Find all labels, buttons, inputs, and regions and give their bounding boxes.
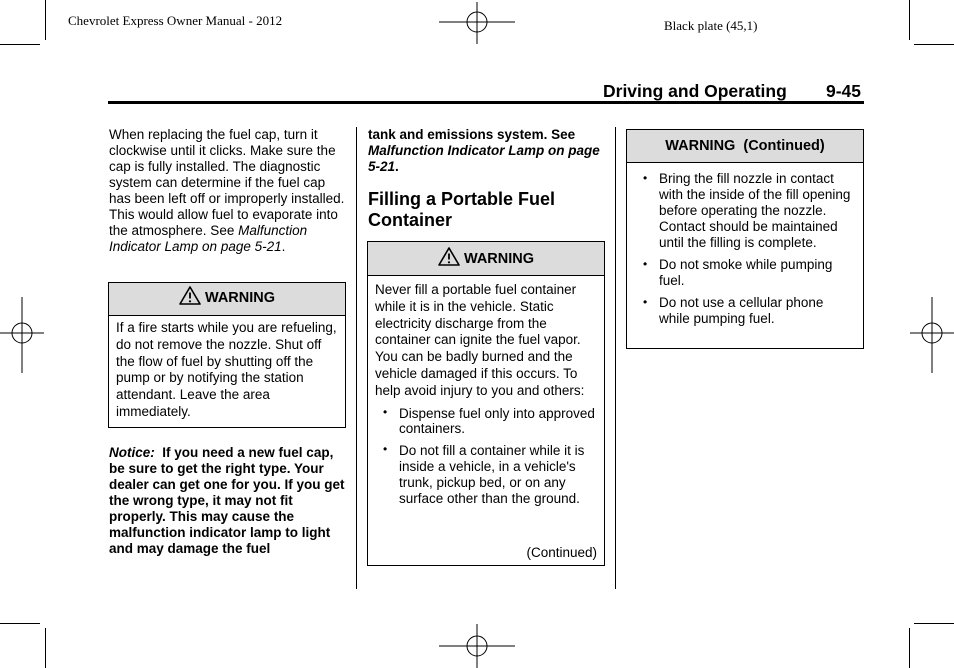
paragraph-end: . (281, 239, 286, 254)
manual-title: Chevrolet Express Owner Manual - 2012 (68, 13, 283, 28)
column-divider (356, 127, 357, 589)
notice-text: If you need a new fuel cap, be sure to get the right type. Your dealer can get one for you. If you get the wrong type, it may not fit properly. This may cause the malfunction indicator lamp to light and may damage the fuel (109, 445, 345, 556)
list-item (635, 257, 857, 289)
cross-reference-link[interactable]: Malfunction Indicator Lamp on page 5-21 (109, 223, 308, 254)
list-item (635, 295, 857, 327)
bullet-icon: • (643, 295, 648, 309)
bullet-text: Do not fill a container while it is inside a vehicle, in a vehicle's trunk, pickup bed, or on any surface other than the ground. (399, 443, 585, 506)
continued-paragraph (368, 127, 604, 175)
fire-warning-box (108, 282, 346, 428)
crop-mark (45, 0, 46, 40)
warning-bullet-list (635, 171, 857, 327)
bullet-text: Dispense fuel only into approved containers. (399, 405, 595, 437)
header-rule (108, 101, 864, 104)
continued-label: (Continued) (526, 545, 597, 560)
warning-text: Never fill a portable fuel container while it is in the vehicle. Static electricity discharge from the container can ignite the fuel vapor. You can be badly burned and the vehicle damaged if this occurs. To help avoid injury to you and others: (375, 282, 585, 398)
crop-mark (0, 623, 40, 624)
paragraph-text: tank and emissions system. See (368, 127, 576, 142)
warning-header (627, 130, 863, 163)
warning-continued-box (626, 129, 864, 349)
warning-label: WARNING (Continued) (665, 138, 825, 154)
warning-label: WARNING (463, 251, 535, 267)
crop-mark (0, 44, 40, 45)
paragraph-end: . (395, 159, 399, 174)
column-divider (615, 127, 616, 589)
bullet-text: Do not use a cellular phone while pumping fuel. (659, 295, 824, 326)
crop-mark (45, 628, 46, 668)
crop-mark (909, 628, 910, 668)
crop-mark (914, 44, 954, 45)
portable-container-warning-box (367, 241, 605, 566)
notice-label: Notice: (109, 445, 155, 460)
crop-mark (909, 0, 910, 40)
bullet-text: Bring the fill nozzle in contact with the inside of the fill opening before operating the nozzle. Contact should be maintained until the filling is complete. (659, 171, 851, 250)
paragraph-text: When replacing the fuel cap, turn it clockwise until it clicks. Make sure the cap is fully installed. The diagnostic system can determine if the fuel cap has been left off or improperly installed. This would allow fuel to evaporate into the atmosphere. See (109, 127, 345, 238)
warning-body (368, 276, 604, 506)
crop-mark (914, 623, 954, 624)
warning-body (627, 163, 863, 327)
warning-header (368, 242, 604, 276)
warning-bullet-list (375, 406, 598, 507)
list-item (375, 443, 598, 506)
bullet-text: Do not smoke while pumping fuel. (659, 257, 833, 288)
fuel-cap-paragraph (109, 127, 345, 255)
bullet-icon: • (383, 404, 388, 419)
section-title: Driving and Operating (603, 81, 787, 101)
list-item (375, 406, 598, 438)
page-number: 9-45 (826, 81, 862, 101)
list-item (635, 171, 857, 251)
bullet-icon: • (643, 257, 648, 271)
plate-label: Black plate (45,1) (664, 18, 758, 33)
warning-text: If a fire starts while you are refueling, do not remove the nozzle. Shut off the flow of fuel by shutting off the pump or by notifying the station attendant. Leave the area immediately. (116, 320, 337, 419)
registration-mark-icon (0, 297, 44, 373)
warning-header (109, 283, 345, 316)
registration-mark-icon (910, 297, 954, 373)
cross-reference-link[interactable]: Malfunction Indicator Lamp on page 5-21 (368, 143, 600, 174)
registration-mark-icon (439, 2, 515, 44)
warning-label: WARNING (204, 290, 276, 306)
notice-paragraph (109, 445, 345, 557)
registration-mark-icon (439, 624, 515, 668)
section-heading: Filling a Portable Fuel Container (368, 189, 556, 230)
bullet-icon: • (643, 171, 648, 185)
warning-triangle-icon (179, 286, 201, 305)
warning-triangle-icon (438, 247, 460, 266)
bullet-icon: • (383, 442, 388, 457)
